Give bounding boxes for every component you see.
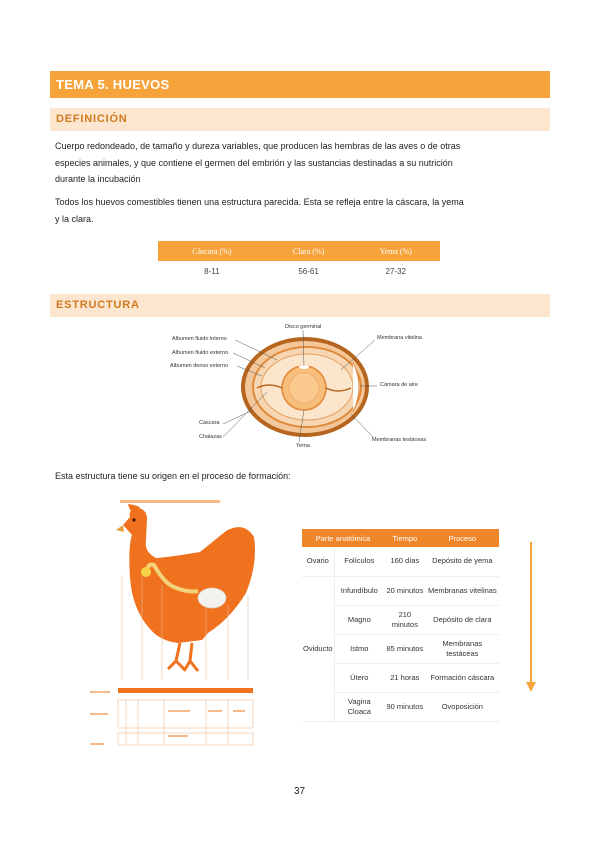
composition-table xyxy=(158,241,440,281)
label-membranas-testaceas: Membranas testáceas xyxy=(372,437,427,443)
composition-value-clara: 56-61 xyxy=(298,266,319,276)
label-yema: Yema xyxy=(296,443,310,449)
text-line: Todos los huevos comestibles tienen una estructura parecida. Esta se refleja entre la cáscara, la yema xyxy=(55,197,464,207)
section-heading-estructura: ESTRUCTURA xyxy=(50,294,550,317)
text-line: y la clara. xyxy=(55,213,94,224)
part-cell: Magno xyxy=(334,605,384,634)
process-cell: Depósito de clara xyxy=(426,605,499,634)
time-cell: 85 minutos xyxy=(384,634,426,663)
infographic-brackets xyxy=(118,700,253,745)
label-albumen-fluido-externo: Albumen fluido externo xyxy=(172,350,229,356)
time-cell: 20 minutos xyxy=(384,576,426,605)
page-number: 37 xyxy=(293,786,306,797)
structure-intro-paragraph xyxy=(55,194,550,227)
origin-paragraph xyxy=(55,468,550,485)
down-arrow-icon xyxy=(524,540,538,696)
label-cascara: Cáscara xyxy=(199,420,220,426)
egg-yolk-ring xyxy=(289,373,319,403)
label-albumen-fluido-interno: Albumen fluido interno xyxy=(172,336,227,342)
composition-header-clara: Clara (%) xyxy=(266,241,352,261)
hen-eye xyxy=(132,518,135,521)
process-cell: Ovoposición xyxy=(426,692,499,721)
part-cell: Folículos xyxy=(334,547,384,576)
label-membrana-vitelina: Membrana vitelina xyxy=(377,335,422,341)
composition-value-yema: 27-32 xyxy=(385,266,406,276)
part-cell: Vagina Cloaca xyxy=(334,692,384,721)
infographic-title-bar xyxy=(120,500,220,503)
table-row xyxy=(302,576,499,605)
hen-beak xyxy=(116,525,124,532)
composition-value-cascara: 8-11 xyxy=(204,266,220,276)
part-cell: Útero xyxy=(334,663,384,692)
formation-process-table xyxy=(302,529,499,722)
definition-paragraph xyxy=(55,138,550,188)
hen-legs xyxy=(168,643,198,671)
composition-header-cascara: Cáscara (%) xyxy=(158,241,266,261)
time-cell: 90 minutos xyxy=(384,692,426,721)
hen-reproductive-diagram xyxy=(88,495,263,765)
process-cell: Membranas vitelinas xyxy=(426,576,499,605)
section-heading-definicion: DEFINICIÓN xyxy=(50,108,550,131)
time-cell: 210 minutos xyxy=(384,605,426,634)
process-header-tiempo: Tiempo xyxy=(384,529,426,547)
label-disco-germinal: Disco germinal xyxy=(285,324,322,330)
organ-ovario: Ovario xyxy=(302,547,334,576)
time-cell: 21 horas xyxy=(384,663,426,692)
process-header-parte: Parte anatómica xyxy=(302,529,384,547)
text-line: durante la incubación xyxy=(55,174,141,184)
infographic-timeline-bar xyxy=(118,688,253,693)
time-cell: 160 días xyxy=(384,547,426,576)
infographic-footnotes xyxy=(90,691,245,745)
page-title: TEMA 5. HUEVOS xyxy=(50,71,550,98)
process-cell: Formación cáscara xyxy=(426,663,499,692)
part-cell: Istmo xyxy=(334,634,384,663)
table-row xyxy=(302,547,499,576)
text-line: Cuerpo redondeado, de tamaño y dureza variables, que producen las hembras de las aves o de otras xyxy=(55,141,461,151)
label-chalazas: Chalazas xyxy=(199,434,222,440)
part-cell: Infundíbulo xyxy=(334,576,384,605)
egg-in-uterus xyxy=(198,588,226,608)
label-camara-de-aire: Cámara de aire xyxy=(380,382,418,388)
composition-header-yema: Yema (%) xyxy=(352,241,441,261)
organ-oviducto: Oviducto xyxy=(302,576,334,721)
process-cell: Membranas testáceas xyxy=(426,634,499,663)
text-line: Esta estructura tiene su origen en el proceso de formación: xyxy=(55,471,291,481)
process-cell: Depósito de yema xyxy=(426,547,499,576)
text-line: especies animales, y que contiene el germen del embrión y las sustancias destinadas a su nutrición xyxy=(55,157,453,168)
process-header-proceso: Proceso xyxy=(426,529,499,547)
label-albumen-denso-externo: Albumen denso externo xyxy=(170,363,229,369)
ovary xyxy=(141,567,151,577)
